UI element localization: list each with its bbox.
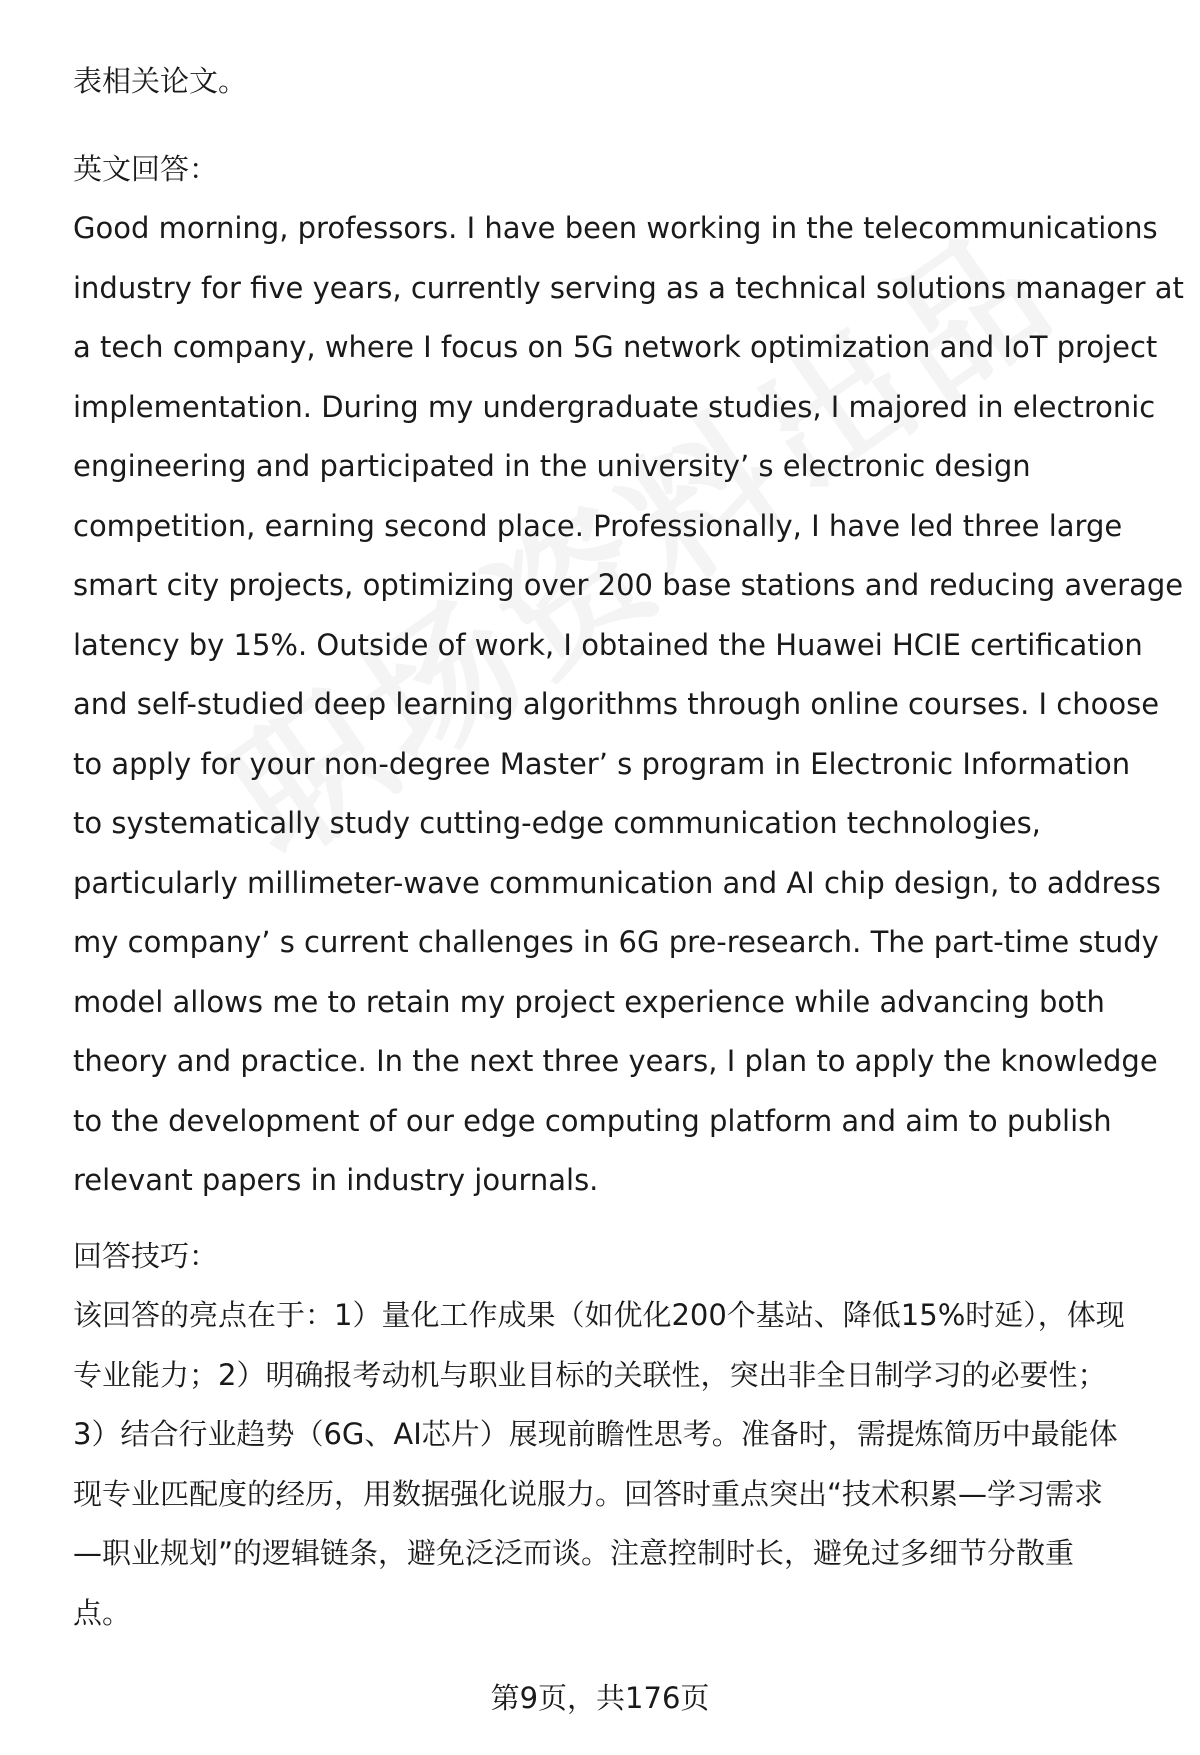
- page-content: [73, 52, 1184, 1643]
- tips-line: —职业规划”的逻辑链条，避免泛泛而谈。注意控制时长，避免过多细节分散重: [73, 1536, 1075, 1570]
- english-line: latency by 15%. Outside of work, I obtained the Huawei HCIE certification: [73, 627, 1143, 662]
- english-line: implementation. During my undergraduate studies, I majored in electronic: [73, 389, 1156, 424]
- tips-line: 现专业匹配度的经历，用数据强化说服力。回答时重点突出“技术积累—学习需求: [73, 1476, 1104, 1511]
- english-line: engineering and participated in the university’ s electronic design: [73, 449, 1031, 483]
- english-line: model allows me to retain my project experience while advancing both: [73, 984, 1105, 1019]
- spacer: [73, 1211, 1153, 1227]
- tips-body: [73, 1286, 1153, 1643]
- english-answer-heading: 英文回答：: [73, 151, 219, 186]
- english-line: and self-studied deep learning algorithms through online courses. I choose: [73, 687, 1160, 721]
- top-line: 表相关论文。: [73, 64, 248, 98]
- english-line: competition, earning second place. Professionally, I have led three large: [73, 508, 1123, 543]
- page-number: 第9页，共176页: [490, 1681, 710, 1715]
- tips-heading: 回答技巧：: [73, 1238, 219, 1273]
- english-line: Good morning, professors. I have been working in the telecommunications: [73, 211, 1158, 245]
- english-line: my company’ s current challenges in 6G pre-research. The part-time study: [73, 925, 1159, 959]
- english-line: smart city projects, optimizing over 200 base stations and reducing average: [73, 568, 1184, 602]
- english-line: a tech company, where I focus on 5G network optimization and IoT project: [73, 330, 1158, 364]
- english-line: particularly millimeter-wave communication and AI chip design, to address: [73, 865, 1161, 900]
- english-line: to systematically study cutting-edge communication technologies,: [73, 806, 1041, 840]
- tips-line: 该回答的亮点在于：1）量化工作成果（如优化200个基站、降低15%时延），体现: [73, 1298, 1125, 1332]
- english-line: to the development of our edge computing platform and aim to publish: [73, 1103, 1112, 1138]
- english-answer-body: [73, 199, 1184, 1211]
- tips-line: 点。: [73, 1595, 132, 1630]
- english-line: to apply for your non-degree Master’ s program in Electronic Information: [73, 746, 1131, 781]
- spacer: [73, 112, 1153, 140]
- english-line: industry for five years, currently serving as a technical solutions manager at: [73, 270, 1184, 305]
- tips-line: 专业能力；2）明确报考动机与职业目标的关联性，突出非全日制学习的必要性；: [73, 1357, 1107, 1392]
- english-line: theory and practice. In the next three years, I plan to apply the knowledge: [73, 1044, 1158, 1078]
- tips-line: 3）结合行业趋势（6G、AI芯片）展现前瞻性思考。准备时，需提炼简历中最能体: [73, 1417, 1118, 1451]
- english-line: relevant papers in industry journals.: [73, 1163, 599, 1197]
